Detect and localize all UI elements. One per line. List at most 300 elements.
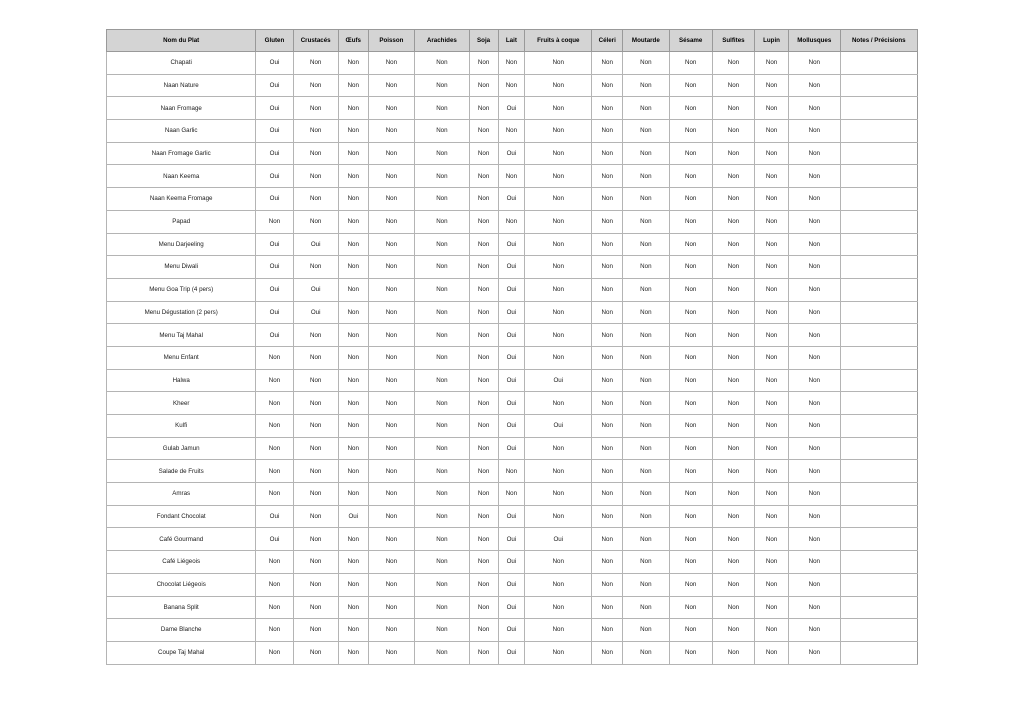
allergen-cell: Non: [669, 528, 712, 551]
allergen-cell: Non: [525, 52, 592, 75]
notes-cell: [840, 210, 917, 233]
allergen-cell: Oui: [498, 596, 525, 619]
allergen-cell: Non: [525, 210, 592, 233]
allergen-cell: Non: [498, 460, 525, 483]
table-row: [107, 596, 918, 619]
table-body: [107, 52, 918, 665]
allergen-cell: Non: [712, 460, 754, 483]
allergen-cell: Non: [368, 596, 414, 619]
allergen-cell: Non: [789, 256, 841, 279]
allergen-cell: Non: [755, 120, 789, 143]
allergen-cell: Non: [469, 619, 498, 642]
dish-name-cell: Menu Diwali: [107, 256, 256, 279]
allergen-cell: Non: [592, 210, 623, 233]
table-row: [107, 142, 918, 165]
allergen-cell: Non: [293, 528, 338, 551]
allergen-cell: Non: [415, 641, 470, 664]
allergen-cell: Non: [293, 74, 338, 97]
allergen-cell: Non: [293, 52, 338, 75]
allergen-cell: Non: [338, 278, 368, 301]
allergen-cell: Non: [592, 74, 623, 97]
notes-cell: [840, 142, 917, 165]
allergen-cell: Non: [755, 52, 789, 75]
allergen-cell: Non: [712, 619, 754, 642]
allergen-cell: Non: [293, 573, 338, 596]
allergen-cell: Non: [256, 573, 293, 596]
allergen-cell: Non: [623, 142, 669, 165]
allergen-cell: Non: [415, 120, 470, 143]
notes-cell: [840, 483, 917, 506]
notes-cell: [840, 369, 917, 392]
notes-cell: [840, 573, 917, 596]
allergen-cell: Oui: [256, 188, 293, 211]
allergen-cell: Non: [469, 256, 498, 279]
allergen-cell: Non: [789, 233, 841, 256]
allergen-cell: Non: [498, 52, 525, 75]
allergen-cell: Non: [415, 551, 470, 574]
allergen-cell: Non: [712, 346, 754, 369]
allergen-cell: Non: [712, 437, 754, 460]
notes-cell: [840, 278, 917, 301]
allergen-cell: Non: [293, 97, 338, 120]
allergen-cell: Non: [469, 596, 498, 619]
allergen-cell: Non: [592, 301, 623, 324]
allergen-cell: Non: [592, 233, 623, 256]
allergen-cell: Oui: [498, 97, 525, 120]
allergen-cell: Non: [256, 483, 293, 506]
allergen-cell: Oui: [498, 641, 525, 664]
allergen-cell: Non: [293, 392, 338, 415]
column-header: Lait: [498, 30, 525, 52]
allergen-cell: Non: [338, 619, 368, 642]
allergen-cell: Non: [592, 596, 623, 619]
allergen-cell: Non: [592, 278, 623, 301]
notes-cell: [840, 460, 917, 483]
allergen-cell: Non: [293, 369, 338, 392]
table-row: [107, 97, 918, 120]
allergen-cell: Non: [415, 619, 470, 642]
allergen-cell: Non: [669, 505, 712, 528]
allergen-cell: Non: [789, 596, 841, 619]
allergen-cell: Non: [592, 437, 623, 460]
allergen-cell: Non: [712, 641, 754, 664]
allergen-cell: Non: [368, 210, 414, 233]
allergen-cell: Non: [712, 573, 754, 596]
allergen-cell: Oui: [498, 324, 525, 347]
allergen-cell: Oui: [498, 415, 525, 438]
allergen-cell: Non: [669, 596, 712, 619]
allergen-cell: Non: [669, 52, 712, 75]
notes-cell: [840, 233, 917, 256]
allergen-cell: Oui: [256, 256, 293, 279]
allergen-cell: Oui: [293, 301, 338, 324]
allergen-cell: Non: [623, 233, 669, 256]
allergen-cell: Non: [415, 437, 470, 460]
allergen-cell: Non: [623, 120, 669, 143]
allergen-cell: Non: [592, 188, 623, 211]
allergen-cell: Non: [755, 551, 789, 574]
allergen-cell: Non: [525, 551, 592, 574]
notes-cell: [840, 415, 917, 438]
allergen-cell: Non: [623, 483, 669, 506]
table-row: [107, 74, 918, 97]
allergen-cell: Non: [592, 505, 623, 528]
allergen-cell: Non: [368, 188, 414, 211]
allergen-cell: Non: [256, 210, 293, 233]
allergen-cell: Oui: [525, 369, 592, 392]
allergen-cell: Non: [368, 415, 414, 438]
table-row: [107, 165, 918, 188]
allergen-cell: Non: [415, 505, 470, 528]
allergen-cell: Non: [525, 233, 592, 256]
allergen-cell: Non: [755, 233, 789, 256]
dish-name-cell: Naan Keema Fromage: [107, 188, 256, 211]
allergen-cell: Oui: [256, 278, 293, 301]
allergen-cell: Non: [755, 369, 789, 392]
allergen-cell: Non: [338, 596, 368, 619]
allergen-cell: Non: [755, 483, 789, 506]
allergen-cell: Non: [338, 369, 368, 392]
table-row: [107, 369, 918, 392]
allergen-cell: Non: [525, 505, 592, 528]
allergen-cell: Non: [755, 278, 789, 301]
allergen-cell: Non: [789, 437, 841, 460]
table-row: [107, 301, 918, 324]
allergen-cell: Oui: [498, 369, 525, 392]
allergen-cell: Non: [789, 301, 841, 324]
allergen-cell: Oui: [498, 505, 525, 528]
allergen-cell: Non: [789, 142, 841, 165]
allergen-cell: Non: [592, 392, 623, 415]
allergen-cell: Non: [712, 528, 754, 551]
notes-cell: [840, 188, 917, 211]
notes-cell: [840, 641, 917, 664]
allergen-cell: Non: [293, 415, 338, 438]
column-header: Nom du Plat: [107, 30, 256, 52]
allergen-cell: Non: [623, 415, 669, 438]
allergen-cell: Non: [712, 324, 754, 347]
allergen-cell: Non: [592, 142, 623, 165]
allergen-cell: Non: [256, 369, 293, 392]
allergen-cell: Non: [712, 483, 754, 506]
allergen-cell: Non: [338, 437, 368, 460]
allergen-cell: Non: [525, 641, 592, 664]
allergen-cell: Non: [755, 210, 789, 233]
table-row: [107, 415, 918, 438]
table-header: [107, 30, 918, 52]
table-row: [107, 460, 918, 483]
allergen-cell: Non: [623, 641, 669, 664]
allergen-cell: Non: [755, 596, 789, 619]
allergen-cell: Non: [623, 437, 669, 460]
allergen-cell: Oui: [256, 165, 293, 188]
allergen-cell: Non: [592, 256, 623, 279]
dish-name-cell: Menu Dégustation (2 pers): [107, 301, 256, 324]
column-header: Fruits à coque: [525, 30, 592, 52]
allergen-cell: Non: [469, 505, 498, 528]
allergen-cell: Non: [338, 460, 368, 483]
allergen-cell: Non: [623, 278, 669, 301]
column-header: Notes / Précisions: [840, 30, 917, 52]
allergen-cell: Non: [789, 573, 841, 596]
dish-name-cell: Banana Split: [107, 596, 256, 619]
allergen-cell: Non: [755, 301, 789, 324]
allergen-cell: Non: [592, 120, 623, 143]
allergen-cell: Non: [415, 165, 470, 188]
allergen-cell: Non: [338, 641, 368, 664]
allergen-cell: Oui: [525, 415, 592, 438]
table-row: [107, 551, 918, 574]
allergen-cell: Non: [415, 346, 470, 369]
allergen-cell: Non: [755, 415, 789, 438]
table-row: [107, 573, 918, 596]
allergen-cell: Non: [469, 210, 498, 233]
allergen-cell: Non: [525, 120, 592, 143]
allergen-cell: Non: [669, 551, 712, 574]
allergen-cell: Non: [415, 324, 470, 347]
dish-name-cell: Amras: [107, 483, 256, 506]
allergen-cell: Non: [368, 573, 414, 596]
allergen-cell: Non: [293, 256, 338, 279]
allergen-cell: Non: [755, 619, 789, 642]
allergen-cell: Non: [755, 460, 789, 483]
allergen-cell: Non: [623, 573, 669, 596]
column-header: Poisson: [368, 30, 414, 52]
table-row: [107, 256, 918, 279]
allergen-cell: Non: [623, 256, 669, 279]
notes-cell: [840, 437, 917, 460]
allergen-cell: Non: [525, 392, 592, 415]
notes-cell: [840, 392, 917, 415]
allergen-cell: Non: [712, 392, 754, 415]
allergen-cell: Non: [669, 460, 712, 483]
allergen-cell: Non: [712, 596, 754, 619]
dish-name-cell: Naan Fromage: [107, 97, 256, 120]
allergen-cell: Non: [293, 188, 338, 211]
dish-name-cell: Chocolat Liégeois: [107, 573, 256, 596]
allergen-cell: Non: [623, 74, 669, 97]
allergen-cell: Non: [469, 437, 498, 460]
allergen-cell: Non: [755, 165, 789, 188]
allergen-cell: Non: [338, 256, 368, 279]
allergen-cell: Non: [256, 551, 293, 574]
allergen-cell: Oui: [293, 278, 338, 301]
allergen-cell: Non: [525, 142, 592, 165]
allergen-cell: Non: [415, 142, 470, 165]
table-row: [107, 188, 918, 211]
table-row: [107, 233, 918, 256]
allergen-cell: Non: [712, 551, 754, 574]
allergen-cell: Non: [623, 528, 669, 551]
column-header: Œufs: [338, 30, 368, 52]
dish-name-cell: Menu Darjeeling: [107, 233, 256, 256]
notes-cell: [840, 256, 917, 279]
allergen-cell: Non: [293, 437, 338, 460]
allergen-cell: Non: [712, 301, 754, 324]
dish-name-cell: Naan Garlic: [107, 120, 256, 143]
allergen-cell: Oui: [256, 233, 293, 256]
allergen-cell: Non: [293, 641, 338, 664]
allergen-cell: Non: [256, 415, 293, 438]
allergen-cell: Non: [415, 573, 470, 596]
allergen-cell: Non: [256, 641, 293, 664]
allergen-cell: Non: [368, 346, 414, 369]
allergen-cell: Non: [592, 346, 623, 369]
allergen-cell: Non: [592, 97, 623, 120]
allergen-cell: Non: [669, 120, 712, 143]
allergen-cell: Non: [755, 97, 789, 120]
allergen-cell: Non: [789, 415, 841, 438]
notes-cell: [840, 165, 917, 188]
allergen-cell: Non: [755, 437, 789, 460]
allergen-cell: Non: [623, 210, 669, 233]
notes-cell: [840, 528, 917, 551]
allergen-cell: Non: [256, 619, 293, 642]
allergen-cell: Non: [469, 641, 498, 664]
allergen-cell: Non: [789, 97, 841, 120]
allergen-cell: Non: [592, 165, 623, 188]
allergen-cell: Non: [469, 528, 498, 551]
notes-cell: [840, 52, 917, 75]
allergen-cell: Oui: [256, 324, 293, 347]
dish-name-cell: Naan Fromage Garlic: [107, 142, 256, 165]
allergen-cell: Non: [789, 346, 841, 369]
allergen-cell: Non: [623, 619, 669, 642]
allergen-cell: Non: [368, 52, 414, 75]
allergen-cell: Non: [338, 52, 368, 75]
dish-name-cell: Café Liégeois: [107, 551, 256, 574]
allergen-cell: Non: [293, 551, 338, 574]
allergen-cell: Non: [415, 188, 470, 211]
allergen-cell: Non: [623, 165, 669, 188]
allergen-cell: Non: [669, 483, 712, 506]
allergen-cell: Non: [338, 528, 368, 551]
allergen-cell: Non: [293, 596, 338, 619]
allergen-cell: Oui: [498, 142, 525, 165]
allergen-cell: Non: [469, 74, 498, 97]
allergen-cell: Non: [256, 596, 293, 619]
allergen-cell: Non: [338, 165, 368, 188]
column-header: Moutarde: [623, 30, 669, 52]
dish-name-cell: Kulfi: [107, 415, 256, 438]
allergens-table: [106, 29, 918, 665]
allergen-cell: Non: [669, 619, 712, 642]
allergen-cell: Non: [293, 142, 338, 165]
allergen-cell: Non: [498, 483, 525, 506]
allergen-cell: Non: [293, 460, 338, 483]
allergen-cell: Non: [415, 233, 470, 256]
allergen-cell: Non: [525, 256, 592, 279]
allergen-cell: Non: [669, 188, 712, 211]
column-header: Arachides: [415, 30, 470, 52]
allergen-cell: Non: [415, 415, 470, 438]
allergen-cell: Non: [789, 505, 841, 528]
dish-name-cell: Naan Keema: [107, 165, 256, 188]
allergen-cell: Non: [498, 165, 525, 188]
table-row: [107, 528, 918, 551]
allergen-cell: Non: [469, 573, 498, 596]
allergen-cell: Oui: [256, 505, 293, 528]
allergen-cell: Non: [712, 415, 754, 438]
dish-name-cell: Chapati: [107, 52, 256, 75]
allergen-cell: Non: [293, 619, 338, 642]
allergen-cell: Non: [592, 415, 623, 438]
allergen-cell: Non: [338, 346, 368, 369]
allergen-cell: Non: [592, 52, 623, 75]
allergen-cell: Non: [669, 256, 712, 279]
dish-name-cell: Dame Blanche: [107, 619, 256, 642]
allergen-cell: Oui: [498, 392, 525, 415]
allergen-cell: Non: [368, 460, 414, 483]
dish-name-cell: Menu Enfant: [107, 346, 256, 369]
allergen-cell: Non: [789, 188, 841, 211]
column-header: Crustacés: [293, 30, 338, 52]
allergen-cell: Non: [789, 460, 841, 483]
allergen-cell: Non: [789, 641, 841, 664]
allergen-cell: Non: [712, 188, 754, 211]
table-row: [107, 52, 918, 75]
allergen-cell: Non: [368, 437, 414, 460]
allergen-cell: Non: [525, 74, 592, 97]
allergen-cell: Non: [415, 596, 470, 619]
notes-cell: [840, 324, 917, 347]
allergen-cell: Non: [592, 483, 623, 506]
allergen-cell: Non: [669, 74, 712, 97]
notes-cell: [840, 505, 917, 528]
allergen-cell: Non: [469, 52, 498, 75]
notes-cell: [840, 619, 917, 642]
allergen-cell: Non: [712, 256, 754, 279]
allergen-cell: Non: [789, 551, 841, 574]
allergen-cell: Non: [469, 120, 498, 143]
allergen-cell: Non: [789, 483, 841, 506]
allergen-cell: Non: [469, 415, 498, 438]
allergen-cell: Non: [415, 392, 470, 415]
allergen-cell: Non: [368, 301, 414, 324]
allergen-cell: Non: [592, 369, 623, 392]
allergen-cell: Non: [525, 97, 592, 120]
allergen-cell: Non: [623, 460, 669, 483]
allergen-cell: Non: [623, 346, 669, 369]
allergen-cell: Non: [338, 483, 368, 506]
allergen-cell: Non: [755, 324, 789, 347]
allergen-cell: Non: [755, 573, 789, 596]
allergen-cell: Non: [669, 165, 712, 188]
allergen-cell: Oui: [498, 256, 525, 279]
allergen-cell: Non: [368, 120, 414, 143]
allergen-cell: Non: [623, 551, 669, 574]
allergen-cell: Non: [368, 505, 414, 528]
allergen-cell: Non: [415, 97, 470, 120]
allergen-cell: Non: [755, 641, 789, 664]
notes-cell: [840, 596, 917, 619]
allergen-cell: Oui: [256, 120, 293, 143]
column-header: Sésame: [669, 30, 712, 52]
dish-name-cell: Café Gourmand: [107, 528, 256, 551]
table-row: [107, 505, 918, 528]
allergen-cell: Oui: [256, 52, 293, 75]
allergen-cell: Non: [256, 460, 293, 483]
allergen-cell: Non: [669, 278, 712, 301]
allergen-cell: Non: [592, 551, 623, 574]
allergen-cell: Non: [712, 120, 754, 143]
allergen-cell: Non: [469, 369, 498, 392]
allergen-cell: Non: [525, 301, 592, 324]
allergen-cell: Non: [293, 483, 338, 506]
allergen-cell: Non: [669, 369, 712, 392]
allergen-cell: Non: [755, 256, 789, 279]
allergen-cell: Non: [712, 278, 754, 301]
